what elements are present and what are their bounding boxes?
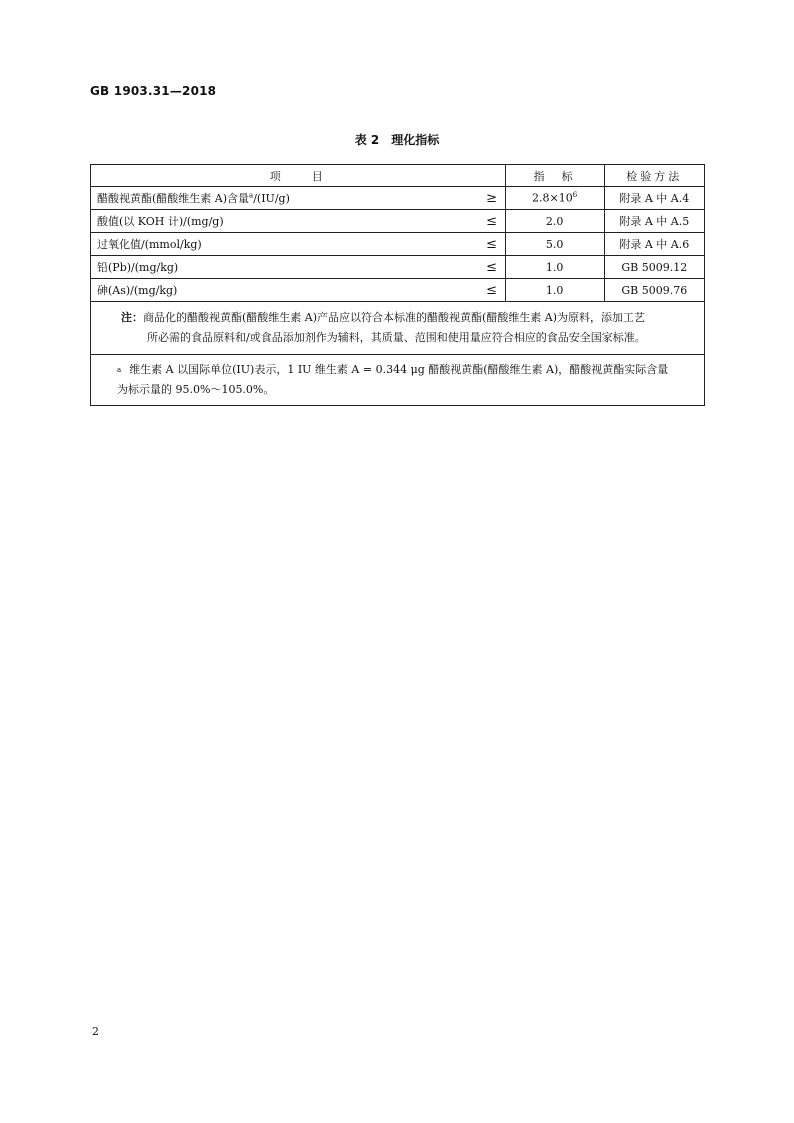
- note-line-1: 商品化的醋酸视黄酯(醋酸维生素 A)产品应以符合本标准的醋酸视黄酯(醋酸维生素 A)为原料，添加工艺: [143, 311, 646, 324]
- table-footnote: [91, 355, 705, 406]
- row-item: 过氧化值/(mmol/kg): [91, 233, 479, 256]
- row-value: $2.8\times 10^6$: [505, 187, 604, 210]
- note-line-2: 所必需的食品原料和/或食品添加剂作为辅料，其质量、范围和使用量应符合相应的食品安全国家标准。: [147, 331, 646, 344]
- table-row: [91, 256, 705, 279]
- row-operator: ≤: [479, 256, 506, 279]
- table-note: [91, 302, 705, 355]
- row-value: 5.0: [505, 233, 604, 256]
- table-row: [91, 187, 705, 210]
- row-method: 附录 A 中 A.6: [604, 233, 704, 256]
- header-value: 指 标: [505, 165, 604, 187]
- header-method: 检验方法: [604, 165, 704, 187]
- table-note-row: [91, 302, 705, 355]
- table-row: [91, 233, 705, 256]
- row-operator: ≤: [479, 210, 506, 233]
- row-operator: ≥: [479, 187, 506, 210]
- row-value: 1.0: [505, 256, 604, 279]
- row-value: 2.0: [505, 210, 604, 233]
- footnote-line-1: 维生素 A 以国际单位(IU)表示，1 IU 维生素 A = 0.344 μg 醋酸视黄酯(醋酸维生素 A)，醋酸视黄酯实际含量: [129, 363, 669, 376]
- note-label: 注：: [121, 311, 143, 324]
- table-footnote-row: [91, 355, 705, 406]
- row-item: 砷(As)/(mg/kg): [91, 279, 479, 302]
- header-item: 项 目: [91, 165, 506, 187]
- row-value: 1.0: [505, 279, 604, 302]
- row-operator: ≤: [479, 233, 506, 256]
- physicochemical-table: [90, 164, 705, 406]
- row-operator: ≤: [479, 279, 506, 302]
- row-method: 附录 A 中 A.4: [604, 187, 704, 210]
- document-code: GB 1903.31—2018: [90, 84, 217, 98]
- table-title: [0, 131, 794, 148]
- row-item: 醋酸视黄酯(醋酸维生素 A)含量$^a$/(IU/g): [91, 187, 479, 210]
- table-row: [91, 210, 705, 233]
- table-header-row: [91, 165, 705, 187]
- table-row: [91, 279, 705, 302]
- page-number: 2: [92, 1025, 99, 1038]
- footnote-mark: a: [117, 366, 122, 374]
- row-method: 附录 A 中 A.5: [604, 210, 704, 233]
- table-number: 表 2: [354, 133, 380, 147]
- row-item: 酸值(以 KOH 计)/(mg/g): [91, 210, 479, 233]
- row-method: GB 5009.12: [604, 256, 704, 279]
- footnote-line-2: 为标示量的 95.0%～105.0%。: [117, 383, 275, 396]
- table-caption: 理化指标: [391, 133, 440, 147]
- footnote-ref: a: [249, 191, 254, 200]
- row-item: 铅(Pb)/(mg/kg): [91, 256, 479, 279]
- row-method: GB 5009.76: [604, 279, 704, 302]
